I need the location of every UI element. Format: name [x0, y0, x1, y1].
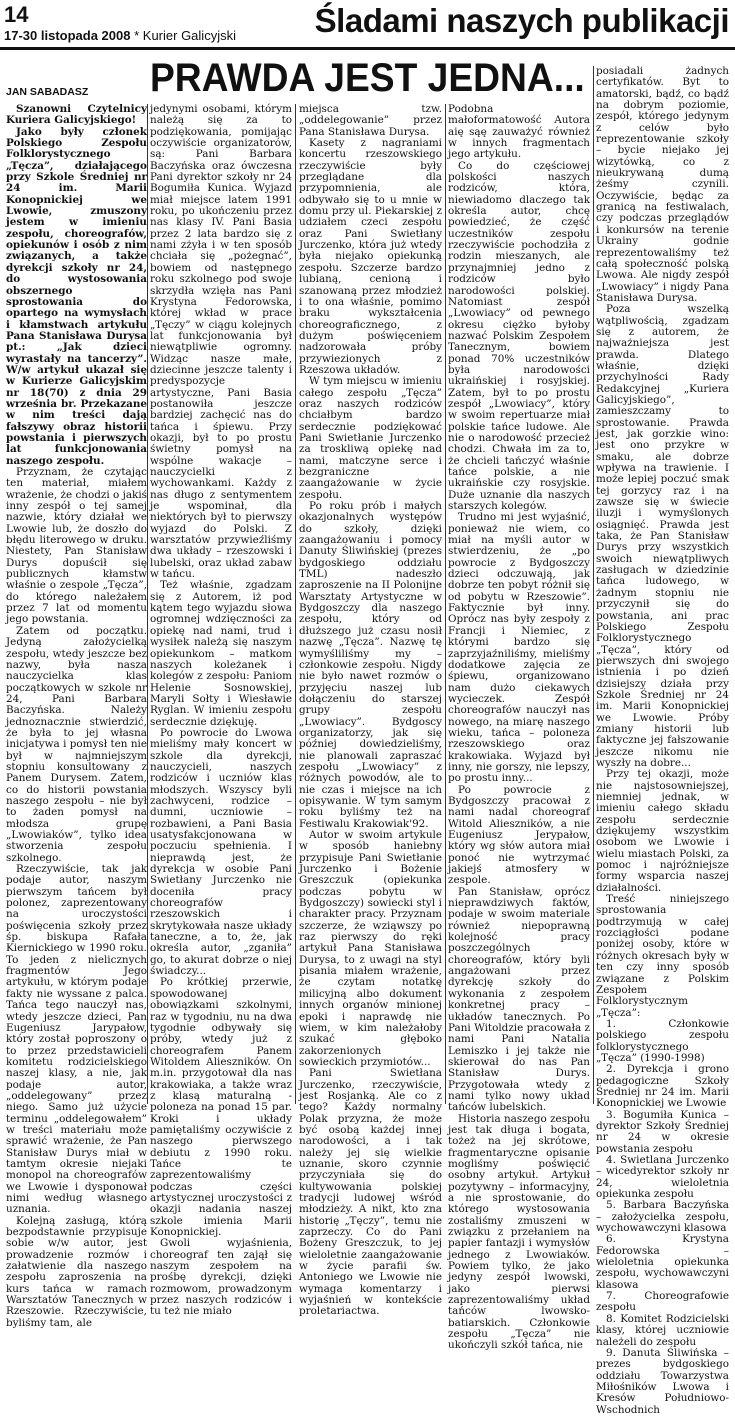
column-divider — [295, 104, 296, 1104]
article-title: PRAWDA JEST JEDNA... — [150, 56, 585, 100]
paragraph: 7. Choreografowie zespołu — [596, 1290, 729, 1314]
paragraph: 6. Krystyna Fedorowska – wieloletnia opiekunka zespołu, wychowawczyni klasowa — [596, 1233, 729, 1291]
column-divider — [593, 66, 594, 1104]
paragraph: Podobna małoformatowość Autora aię sąę zauważyć również w innych fragmentach jego artykułu. — [448, 103, 590, 161]
paragraph: W tym miejscu w imieniu całego zespołu „Tęcza” oraz naszych rodziców chciałbym bardzo serdecznie podziękować Pani Swietłanie Jurczenko za troskliwą opiekę nad nami, matczyne serce i bezgraniczne zaangażowanie w życie zespołu. — [299, 375, 442, 501]
header-rule — [0, 47, 735, 50]
separator-star: * — [134, 28, 140, 43]
text-column-4 — [448, 103, 590, 1352]
column-divider — [445, 104, 446, 1104]
paragraph: Gwoli wyjaśnienia, choreograf ten zajął się naszym zespołem na prośbę dyrekcji, dzięki rozmowom, prowadzonym przez naszych rodziców i tu też nie miało — [150, 1237, 292, 1318]
paragraph: Historia naszego zespołu jest tak długa i bogata, tożeż na jej skrótowe, fragmentaryczne opisanie mogliśmy poświęcić osobny artykuł. Artykuł pozytywny – informacyjny, a nie sprostowanie, do którego wystosowania zostaliśmy zmuszeni w związku z przełaniem na papier fantazji i wymysłów jednego z Lwowiaków. Powiem tylko, że jako jedyny zespół lwowski, jako pierwsi zaprezentowaliśmy układ tańców lwowsko-batiarskich. Członkowie zespołu „Tęcza” nie ukończyli szkół tańca, nie — [448, 1112, 590, 1352]
text-column-1 — [6, 103, 147, 1329]
column-divider — [147, 104, 148, 1104]
paragraph: 9. Danuta Śliwińska – prezes bydgoskiego oddziału Towarzystwa Miłośników Lwowa i Kresów Południowo-Wschodnich — [596, 1346, 729, 1416]
paragraph: Przy tej okazji, może nie najstosowniejszej, niemniej jednak, w imieniu całego składu zespołu serdecznie dziękujemy wszystkim osobom we Lwowie i wielu miastach Polski, za pomoc i najróżniejsze formy wsparcia naszej działalności. — [596, 768, 729, 894]
paragraph: Też właśnie, zgadzam się z Autorem, iż pod kątem tego wyjazdu słowa ogromnej wdzięczności za opiekę nad nami, trud i wysiłek należą się naszym opiekunkom – matkom naszych koleżanek i kolegów z zespołu: Paniom Helenie Sosnowskiej, Maryli Sołty i Wiesławie Ryglan. W imieniu zespołu serdecznie dziękuję. — [150, 579, 292, 728]
paragraph: 8. Komitet Rodzicielski klasy, której uczniowie należeli do zespołu — [596, 1312, 729, 1348]
text-column-2 — [150, 103, 292, 1318]
section-title: Śladami naszych publikacji — [314, 2, 729, 39]
author-byline: JAN SABADASZ — [6, 86, 89, 98]
paragraph: Po krótkiej przerwie, spowodowanej obowiązkami szkolnymi, raz w tygodniu, nu na dwa tygodnie odbywały się próby, wtedy już z choreografem Panem Witoldem Alieszników. On m.in. przygotował dla nas krakowiaka, a także wraz z klasą maturalną - poloneza na ponad 15 par. Kroki i układy pamiętaliśmy oczywiście z naszego pierwszego debiutu z 1990 roku. Tańce te zaprezentowaliśmy podczas części artystycznej uroczystości z okazji nadania naszej szkole imienia Marii Konopnickiej. — [150, 976, 292, 1239]
paragraph: Po powrocie z Bydgoszczy pracował z nami nadal choreograf Witold Alieszników, a nie Eugeniusz Jerypałow, który wg słów autora miał ponoć nie wytrzymać jakiejś atmosfery w zespole. — [448, 783, 590, 887]
paragraph: Kolejną zasługą, którą bezpodstawnie przypisuje sobie w/w autor, jest prowadzenie rozmów i załatwienie dla naszego zespołu zaproszenia na kurs tańca w ramach Warsztatów Tanecznych w Rzeszowie. Rzeczywiście, byliśmy tam, ale — [6, 1214, 147, 1329]
paper-name: Kurier Galicyjski — [142, 28, 236, 43]
paragraph: Rzeczywiście, tak jak podaje autor, naszym pierwszym tańcem był polonez, zaprezentowany na uroczystości poświęcenia szkoły przez śp. biskupa Rafała Kiernickiego w 1990 roku. To jeden z nielicznych fragmentów Jego artykułu, w którym podaje fakty nie wyssane z palca. Tańca tego nauczył nas, wtedy jeszcze dzieci, Pan Eugeniusz Jarypałow, który został poproszony o to przez przedstawicieli komitetu rodzicielskiego naszej klasy, a nie, jak podaje autor, „oddelegowany” przez niego. Samo już użycie terminu „oddelegowałem” w treści materiału może sprawić wrażenie, że Pan Stanisław Durys miał w tamtym okresie niejaki monopol na choreografów we Lwowie i dysponował nimi według własnego uznania. — [6, 863, 147, 1216]
paragraph: Przyznam, że czytając ten materiał, miałem wrażenie, że chodzi o jakiś inny zespół o tej samej nazwie, który działał we Lwowie lub, że doszło do błędu literowego w druku. Niestety, Pan Stanisław Durys dopuścił się publicznych kłamstw właśnie o zespole „Tęcza”, do którego należałem przez 7 lat od momentu jego powstania. — [6, 466, 147, 626]
paragraph: Po roku prób i małych okazjonalnych występów do szkoły, dzięki zaangażowaniu i pomocy Danuty Śliwińskiej (prezes bydgoskiego oddziału TML) nadeszło zaproszenie na II Polonijne Warsztaty Artystyczne w Bydgoszczy dla naszego zespołu, który od dłuższego już czasu nosił nazwę „Tęcza”. Nazwę tę wymyśliliśmy my – członkowie zespołu. Nigdy nie było nawet rozmów o przyjęciu naszej lub dołączeniu do starszej grupy zespołu „Lwowiacy”. Bydgoscy organizatorzy, jak się później dowiedzieliśmy, nie planowali zapraszać zespołu „Lwowiacy” z różnych powodów, ale to nie czas i miejsce na ich opisywanie. W tym samym roku byliśmy też na Festiwalu Krakowiak'92. — [299, 500, 442, 830]
paragraph: Po powrocie do Lwowa mieliśmy mały koncert w szkole dla dyrekcji, nauczycieli, naszych rodziców i uczniów klas młodszych. Wszyscy byli zachwyceni, rodzice – dumni, uczniowie – rozbawieni, a Pani Basia usatysfakcjonowana w poczuciu spełnienia. I nieprawdą jest, że dyrekcja w osobie Pani Swietłany Jurczenko nie doceniła pracy choreografów rzeszowskich i skrytykowała nasze układy taneczne, a to, że, jak określa autor, „zganiła” go, to akurat dobrze o niej świadczy... — [150, 726, 292, 978]
paragraph: Trudno mi jest wyjaśnić, ponieważ nie wiem, co miał na myśli autor w stwierdzeniu, że „po powrocie z Bydgoszczy dzieci odczuwają, jak dobrze ten pobyt różnił się od pobytu w Rzeszowie”. Faktycznie był inny. Oprócz nas były zespoły z Francji i Niemiec, z którymi bardzo się zaprzyjaźniliśmy, mieliśmy dodatkowe zajęcia ze śpiewu, organizowano nam dużo ciekawych wycieczek. Zespół choreografów nauczył nas nowego, na miarę naszego wieku, tańca – poloneza rzeszowskiego oraz krakowiaka. Wyjazd był inny, nie gorszy, nie lepszy, po prostu inny... — [448, 511, 590, 785]
paragraph: Pani Swietłana Jurczenko, rzeczywiście, jest Rosjanką. Ale co z tego? Każdy normalny Polak przyzna, że może być osobą każdej innej narodowości, a i tak należy jej się wielkie uznanie, skoro czynnie przyczyniała się do kultywowania polskiej tradycji ludowej wśród młodzieży. A nikt, kto zna historię „Tęczy”, temu nie zaprzeczy. Co do Pani Bożeny Greszczuk, to jej wieloletnie zaangażowanie w życie parafii św. Antoniego we Lwowie nie wymaga komentarzy i wyjaśnień w kontekście proletariactwa. — [299, 1067, 442, 1318]
paragraph: Kasety z nagraniami koncertu rzeszowskiego rzeczywiście były przeglądane dla przypomnienia, ale odbywało się to u mnie w domu przy ul. Piekarskiej z udziałem czeci zespołu oraz Pani Swietłany Jurczenko, która już wtedy była niejako opiekunką zespołu. Szczerze bardzo lubianą, cenioną i szanowaną przez młodzież i to ona właśnie, pomimo braku wykształcenia choreograficznego, z dużym poświęceniem nadzorowała próby przywiezionych z Rzeszowa układów. — [299, 137, 442, 376]
issue-date: 17-30 listopada 2008 — [4, 28, 131, 43]
paragraph: Szanowni Czytelnicy Kuriera Galicyjskiego! — [6, 103, 147, 127]
paragraph: Autor w swoim artykule w sposób haniebny przypisuje Pani Swietłanie Jurczenko i Bożenie Greszczuk (opiekunka podczas pobytu w Bydgoszczy) sowiecki styl i charakter pracy. Przyznam szczerze, że wziąwszy po raz pierwszy do ręki artykuł Pana Stanisława Durysa, to z uwagi na styl pisania miałem wrażenie, że czytam notatkę milicyjną albo dokument innych organów minionej epoki i naprawdę nie wiem, w kim należałoby szukać głęboko zakorzenionych sowieckich przymiotów... — [299, 829, 442, 1068]
paragraph: 2. Dyrekcja i grono pedagogiczne Szkoły Średniej nr 24 im. Marii Konopnickiej we Lwowie — [596, 1063, 729, 1110]
text-column-3 — [299, 103, 442, 1318]
paragraph: jedynymi osobami, którym należą się za to podziękowania, pomijając oczywiście organizatorów, są: Pani Barbara Baczyńska oraz ówczesna Pani dyrektor szkoły nr 24 Bogumiła Kunica. Wyjazd miał miejsce latem 1991 roku, po ukończeniu przez nas klasy IV. Pani Basia przez 2 lata bardzo się z nami zżyła i w ten sposób chciała się „pożegnać”, bowiem od następnego roku szkolnego pod swoje skrzydła wzięła nas Pani Krystyna Fedorowska, której wkład w prace „Tęczy” w ciągu kolejnych lat funkcjonowania był niewątpliwie ogromny. Widząc nasze małe, dziecinne jeszcze talenty i predyspozycje artystyczne, Pani Basia postanowiła jeszcze bardziej zachęcić nas do tańca i śpiewu. Przy okazji, był to po prostu świetny pomysł na wspólne wakacje – nauczycielki z wychowankami. Każdy z nas długo z sentymentem je wspominał, dla niektórych był to pierwszy wyjazd do Polski. Z warsztatów przywieźliśmy dwa układy – rzeszowski i lubelski, oraz układ zabaw w tańcu. — [150, 103, 292, 581]
paragraph: Zatem od początku. Jedyną założycielką zespołu, wtedy jeszcze bez nazwy, była nasza nauczycielka klas początkowych w szkole nr 24, Pani Barbara Baczyńska. Należy jednoznacznie stwierdzić, że była to jej własna inicjatywa i pomysł ten nie był w najmniejszym stopniu konsultowany z Panem Durysem. Zatem, co do historii powstania naszego zespołu – nie był to żaden pomysł na młodsza grupę „Lwowiaków”, tylko idea stworzenia zespołu szkolnego. — [6, 624, 147, 864]
page-number: 14 — [4, 2, 29, 27]
paragraph: 3. Bogumiła Kunica – dyrektor Szkoły Średniej nr 24 w okresie powstania zespołu — [596, 1108, 729, 1155]
paragraph: Poza wszelką wątpliwością, zgadzam się z autorem, że najważniejsza jest prawda. Dlatego właśnie, dzięki przychylności Rady Redakcyjnej „Kuriera Galicyjskiego”, zamieszczamy to sprostowanie. Prawda jest, jak gorzkie wino: jest ono przykre w smaku, ale dobrze wpływa na trawienie. I może lepiej poczuć smak tej gorzycy raz i na zawsze się w świecie iluzji i wymyślonych osiągnięć. Prawda jest taka, że Pan Stanisław Durys przy wszystkich swoich niewątpliwych zasługach w dziedzinie tańca ludowego, w żadnym stopniu nie przyczynił się do powstania, ani prac Polskiego Zespołu Folklorystycznego „Tęcza”, który od pierwszych dni swojego istnienia i po dzień dzisiejszy działa przy Szkole Średniej nr 24 im. Marii Konopnickiej we Lwowie. Próby zmiany historii lub faktyczne jej fałszowanie jeszcze nikomu nie wyszły na dobre... — [596, 303, 729, 769]
paragraph: Co do częściowej polskości naszych rodziców, która, niewiadomo dlaczego tak określa autor, chcę powiedzieć, że część uczestników zespołu rzeczywiście pochodziła z rodzin mieszanych, ale przynajmniej jedno z rodziców było narodowości polskiej. Natomiast zespół „Lwowiacy” od pewnego okresu ciężko byłoby nazwać Polskim Zespołem Tanecznym, bowiem ponad 70% uczestników była narodowości ukraińskiej i rosyjskiej. Zatem, był to po prostu zespół „Lwowiacy”, który w swoim repertuarze miał polskie tańce ludowe. Ale nie o narodowość przecież chodzi. Chwała im za to, że chcieli tańczyć właśnie tańce polskie, a nie ukraińskie czy rosyjskie. Duże uznanie dla naszych starszych kolegów. — [448, 159, 590, 513]
text-column-5 — [596, 65, 729, 1416]
paragraph: Treść niniejszego sprostowania podtrzymują w całej rozciągłości podane poniżej osoby, które w różnych okresach były w ten czy inny sposób związane z Polskim Zespołem Folklorystycznym „Tęcza”: — [596, 893, 729, 1019]
paragraph: posiadali żadnych certyfikatów. Byt to amatorski, bądź, co bądź na dobrym poziomie, zespół, którego jedynym z celów było reprezentowanie szkoły – bycie niejako jej wizytówką, co z nieukrywaną dumą żeśmy czynili. Oczywiście, będąc za granicą na festiwalach, czy podczas przeglądów i konkursów na terenie Ukrainy godnie reprezentowaliśmy też całą społeczność polską Lwowa. Ale nigdy zespół „Lwowiacy” i nigdy Pana Stanisława Durysa. — [596, 65, 729, 304]
paragraph: 1. Członkowie polskiego zespołu folklorystycznego „Tęcza” (1990-1998) — [596, 1017, 729, 1064]
paragraph: Jako były członek Polskiego Zespołu Folklorystycznego „Tęcza”, działającego przy Szkole Średniej nr 24 im. Marii Konopnickiej we Lwowie, zmuszony jestem w imieniu zespołu, choreografów, opiekunów i osób z nim związanych, a także dyrekcji szkoły nr 24, do wystosowania obszernego sprostowania do opartego na wymysłach i kłamstwach artykułu Pana Stanisława Durysa pt.: „Jak dzieci wyrastały na tancerzy”. W/w artykuł ukazał się w Kurierze Galicyjskim nr 18(70) z dnia 29 września br. Przekazane w nim treści dają fałszywy obraz historii powstania i pierwszych lat funkcjonowania naszego zespołu. — [6, 125, 147, 467]
paragraph: Pan Stanisław, oprócz nieprawdziwych faktów, podaje w swoim materiale również niepoprawną kolejność pracy poszczególnych choreografów, który byli angażowani przez dyrekcję szkoły do wykonania z zespołem konkretnej pracy – układów tanecznych. Po Pani Witoldzie pracowała z nami Pani Natalia Lemiszko i jej także nie skierował do nas Pan Stanisław Durys. Przygotowała wtedy z nami tylko nowy układ tańców lubelskich. — [448, 885, 590, 1114]
paragraph: 5. Barbara Baczyńska – założycielka zespołu, wychowawczyni klasowa — [596, 1199, 729, 1235]
issue-line — [4, 28, 236, 43]
paragraph: miejsca tzw. „oddelegowanie” przez Pana Stanisława Durysa. — [299, 103, 442, 138]
paragraph: 4. Swietlana Jurczenko – wicedyrektor szkoły nr 24, wieloletnia opiekunka zespołu — [596, 1154, 729, 1201]
